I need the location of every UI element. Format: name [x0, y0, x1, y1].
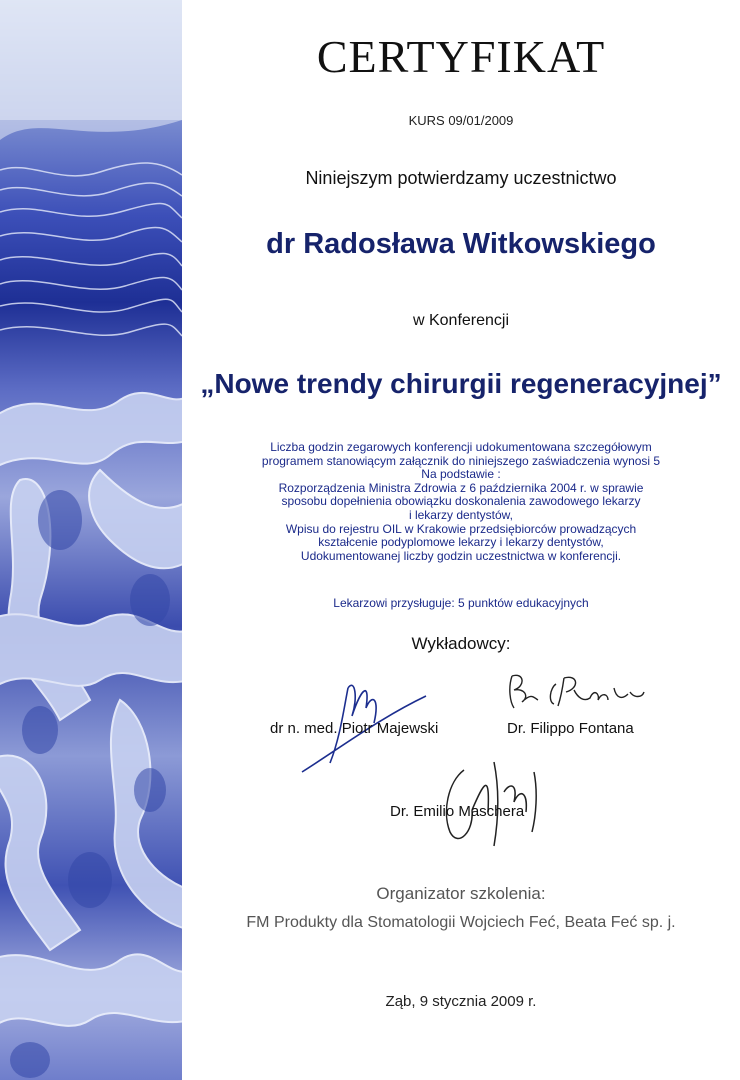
lecturer-majewski: dr n. med. Piotr Majewski — [270, 720, 439, 737]
participant-name: dr Radosława Witkowskiego — [266, 228, 656, 260]
lecturer-fontana: Dr. Filippo Fontana — [507, 720, 634, 737]
organizer-name: FM Produkty dla Stomatologii Wojciech Feć, Beata Feć sp. j. — [246, 914, 676, 931]
education-points: Lekarzowi przysługuje: 5 punktów edukacyjnych — [333, 596, 589, 610]
certificate-title: CERTYFIKAT — [316, 31, 606, 82]
info-line: sposobu dopełnienia obowiązku doskonalenia zawodowego lekarzy — [281, 494, 641, 509]
certificate-body — [182, 0, 740, 1080]
place-date: Ząb, 9 stycznia 2009 r. — [385, 993, 537, 1010]
course-code: KURS 09/01/2009 — [408, 113, 514, 128]
signature-fontana — [504, 668, 648, 712]
lecturer-maschera: Dr. Emilio Maschera — [390, 803, 525, 820]
info-line: Liczba godzin zegarowych konferencji udokumentowana szczegółowym — [270, 440, 652, 454]
info-line: Na podstawie : — [421, 467, 501, 482]
info-line: Wpisu do rejestru OIL w Krakowie przedsiębiorców prowadzących — [285, 521, 637, 536]
signature-maschera — [434, 752, 564, 852]
conference-title: „Nowe trendy chirurgii regeneracyjnej” — [200, 368, 722, 399]
organizer-label: Organizator szkolenia: — [376, 884, 546, 903]
confirmation-text: Niniejszym potwierdzamy uczestnictwo — [305, 168, 617, 188]
lecturers-label: Wykładowcy: — [411, 634, 511, 653]
decorative-bone-image — [0, 0, 182, 1080]
conference-intro: w Konferencji — [412, 312, 510, 329]
info-line: programem stanowiącym załącznik do niniejszego zaświadczenia wynosi 5 — [261, 453, 661, 468]
info-line: i lekarzy dentystów, — [408, 507, 514, 522]
info-line: Rozporządzenia Ministra Zdrowia z 6 października 2004 r. w sprawie — [278, 480, 644, 495]
hours-legal-basis — [182, 441, 740, 563]
info-line: Udokumentowanej liczby godzin uczestnictwa w konferencji. — [300, 548, 622, 563]
info-line: kształcenie podyplomowe lekarzy i lekarzy dentystów, — [318, 535, 604, 550]
